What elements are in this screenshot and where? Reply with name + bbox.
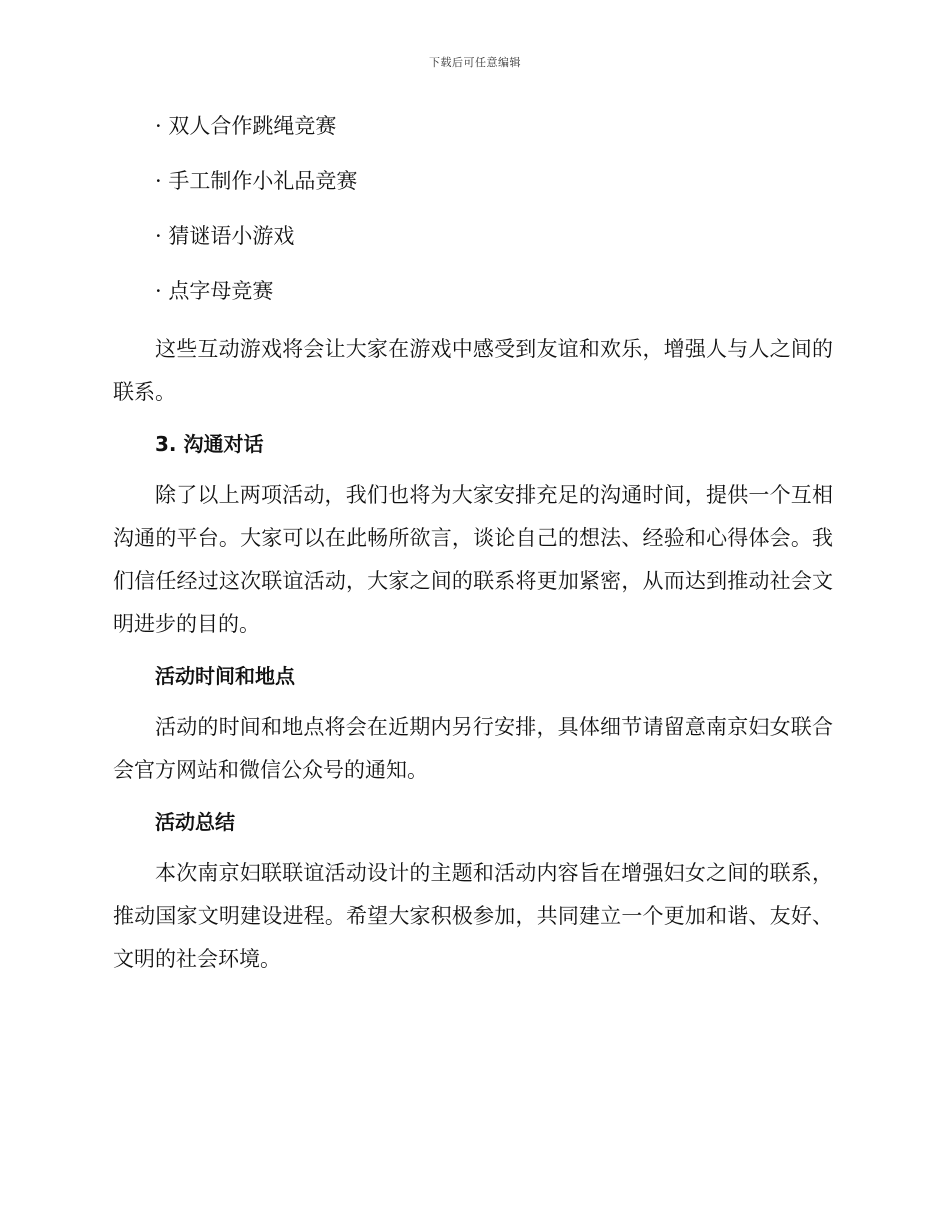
games-summary-paragraph: 这些互动游戏将会让大家在游戏中感受到友谊和欢乐，增强人与人之间的联系。 — [113, 337, 833, 404]
bullet-item: · 双人合作跳绳竞赛 — [155, 114, 337, 138]
section-heading-communication: 3. 沟通对话 — [155, 432, 264, 456]
communication-paragraph: 除了以上两项活动，我们也将为大家安排充足的沟通时间，提供一个互相沟通的平台。大家可以在此畅所欲言，谈论自己的想法、经验和心得体会。我们信任经过这次联谊活动，大家之间的联系将更加紧密，从而达到推动社会文明进步的目的。 — [113, 483, 833, 636]
summary-paragraph: 本次南京妇联联谊活动设计的主题和活动内容旨在增强妇女之间的联系，推动国家文明建设进程。希望大家积极参加，共同建立一个更加和谐、友好、文明的社会环境。 — [113, 861, 833, 971]
page-header: 下载后可任意编辑 — [429, 56, 521, 69]
bullet-item: · 点字母竞赛 — [155, 279, 274, 303]
section-heading-time-place: 活动时间和地点 — [155, 664, 295, 688]
document-body — [113, 108, 833, 993]
bullet-item: · 手工制作小礼品竞赛 — [155, 169, 358, 193]
time-place-paragraph: 活动的时间和地点将会在近期内另行安排，具体细节请留意南京妇女联合会官方网站和微信公众号的通知。 — [113, 715, 833, 782]
section-heading-summary: 活动总结 — [155, 810, 235, 834]
bullet-item: · 猜谜语小游戏 — [155, 224, 295, 248]
